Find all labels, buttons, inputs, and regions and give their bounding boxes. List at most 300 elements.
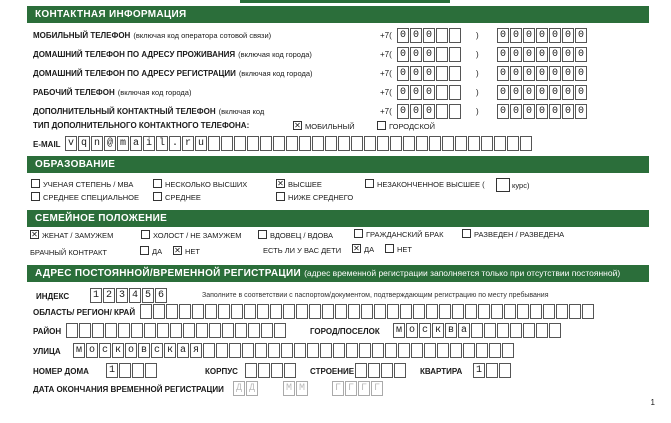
char-cell[interactable]: 0 <box>536 85 548 100</box>
char-cell[interactable] <box>390 136 402 151</box>
house-field[interactable] <box>106 363 158 378</box>
char-cell[interactable] <box>222 323 234 338</box>
char-cell[interactable]: 0 <box>562 28 574 43</box>
char-cell[interactable] <box>92 323 104 338</box>
phone-number-field[interactable] <box>497 104 588 119</box>
checkbox[interactable] <box>153 179 162 188</box>
char-cell[interactable]: u <box>195 136 207 151</box>
checkbox[interactable]: ✕ <box>31 230 38 239</box>
char-cell[interactable] <box>322 304 334 319</box>
checkbox[interactable] <box>153 192 162 201</box>
char-cell[interactable] <box>294 343 306 358</box>
char-cell[interactable]: м <box>393 323 405 338</box>
char-cell[interactable]: 0 <box>497 85 509 100</box>
phone-code-field[interactable] <box>397 66 462 81</box>
char-cell[interactable]: а <box>458 323 470 338</box>
char-cell[interactable] <box>312 136 324 151</box>
char-cell[interactable] <box>452 304 464 319</box>
section-title: АДРЕС ПОСТОЯННОЙ/ВРЕМЕННОЙ РЕГИСТРАЦИИ <box>35 268 301 279</box>
char-cell[interactable] <box>286 136 298 151</box>
char-cell[interactable]: 0 <box>523 104 535 119</box>
char-cell[interactable] <box>333 343 345 358</box>
char-cell[interactable]: n <box>91 136 103 151</box>
char-cell[interactable] <box>377 136 389 151</box>
course-number-field[interactable] <box>496 178 510 192</box>
char-cell[interactable] <box>510 323 522 338</box>
char-cell[interactable]: Д <box>246 381 258 396</box>
char-cell[interactable]: 0 <box>549 85 561 100</box>
checkbox[interactable] <box>258 230 267 239</box>
char-cell[interactable] <box>449 47 461 62</box>
char-cell[interactable]: l <box>156 136 168 151</box>
char-cell[interactable]: 0 <box>523 28 535 43</box>
phone-prefix: +7( <box>380 69 392 78</box>
phone-close: ) <box>476 50 479 59</box>
phone-label-note: (включая код оператора сотовой связи) <box>133 31 272 40</box>
char-cell[interactable]: 0 <box>510 66 522 81</box>
char-cell[interactable] <box>465 304 477 319</box>
char-cell[interactable] <box>520 136 532 151</box>
children-label: ЕСТЬ ЛИ У ВАС ДЕТИ <box>263 246 342 255</box>
char-cell[interactable] <box>381 363 393 378</box>
char-cell[interactable] <box>403 136 415 151</box>
char-cell[interactable]: 0 <box>523 85 535 100</box>
char-cell[interactable]: м <box>73 343 85 358</box>
checkbox[interactable] <box>385 244 394 253</box>
char-cell[interactable]: с <box>151 343 163 358</box>
char-cell[interactable] <box>205 304 217 319</box>
char-cell[interactable]: 0 <box>536 104 548 119</box>
char-cell[interactable] <box>258 363 270 378</box>
checkbox[interactable]: ✕ <box>353 244 360 253</box>
phone-prefix: +7( <box>380 31 392 40</box>
char-cell[interactable] <box>436 47 448 62</box>
char-cell[interactable] <box>325 136 337 151</box>
char-cell[interactable] <box>260 136 272 151</box>
char-cell[interactable] <box>221 136 233 151</box>
char-cell[interactable] <box>556 304 568 319</box>
char-cell[interactable] <box>536 323 548 338</box>
char-cell[interactable] <box>157 323 169 338</box>
char-cell[interactable]: Г <box>332 381 344 396</box>
char-cell[interactable]: о <box>86 343 98 358</box>
char-cell[interactable]: 0 <box>549 47 561 62</box>
char-cell[interactable] <box>131 323 143 338</box>
char-cell[interactable] <box>335 304 347 319</box>
char-cell[interactable] <box>442 136 454 151</box>
structure-field[interactable] <box>355 363 407 378</box>
section-title: ОБРАЗОВАНИЕ <box>35 159 116 170</box>
char-cell[interactable] <box>530 304 542 319</box>
char-cell[interactable] <box>436 66 448 81</box>
char-cell[interactable]: 0 <box>397 47 409 62</box>
char-cell[interactable] <box>411 343 423 358</box>
checkbox[interactable]: ✕ <box>174 246 181 255</box>
char-cell[interactable]: 0 <box>523 47 535 62</box>
char-cell[interactable] <box>231 304 243 319</box>
char-cell[interactable] <box>455 136 467 151</box>
char-cell[interactable] <box>426 304 438 319</box>
char-cell[interactable]: 0 <box>575 28 587 43</box>
char-cell[interactable] <box>486 363 498 378</box>
index-hint: Заполните в соответствии с паспортом/документом, подтверждающим регистрацию по месту пребывания <box>202 292 549 299</box>
char-cell[interactable]: а <box>177 343 189 358</box>
checkbox-label: НИЖЕ СРЕДНЕГО <box>288 193 354 202</box>
phone-number-field[interactable] <box>497 66 588 81</box>
char-cell[interactable] <box>145 363 157 378</box>
char-cell[interactable]: 0 <box>562 66 574 81</box>
char-cell[interactable] <box>192 304 204 319</box>
char-cell[interactable] <box>497 323 509 338</box>
phone-number-field[interactable] <box>497 85 588 100</box>
char-cell[interactable]: о <box>125 343 137 358</box>
char-cell[interactable]: . <box>169 136 181 151</box>
char-cell[interactable] <box>374 304 386 319</box>
checkbox-label: ХОЛОСТ / НЕ ЗАМУЖЕМ <box>153 231 242 240</box>
phone-prefix: +7( <box>380 107 392 116</box>
char-cell[interactable] <box>218 304 230 319</box>
temp-end-label: ДАТА ОКОНЧАНИЯ ВРЕМЕННОЙ РЕГИСТРАЦИИ <box>33 385 224 394</box>
char-cell[interactable]: 0 <box>423 47 435 62</box>
char-cell[interactable] <box>309 304 321 319</box>
section-contact-header <box>27 6 649 23</box>
char-cell[interactable]: m <box>117 136 129 151</box>
char-cell[interactable]: 0 <box>410 104 422 119</box>
char-cell[interactable] <box>283 304 295 319</box>
char-cell[interactable]: 0 <box>423 66 435 81</box>
index-field[interactable] <box>90 288 168 303</box>
char-cell[interactable] <box>209 323 221 338</box>
email-field[interactable] <box>65 136 533 151</box>
char-cell[interactable]: 0 <box>423 85 435 100</box>
phone-label <box>33 50 312 59</box>
char-cell[interactable] <box>208 136 220 151</box>
checkbox-label: НЕТ <box>185 247 200 256</box>
char-cell[interactable]: М <box>296 381 308 396</box>
checkbox[interactable] <box>31 192 40 201</box>
char-cell[interactable]: 0 <box>549 104 561 119</box>
char-cell[interactable] <box>247 136 259 151</box>
city-field[interactable] <box>393 323 562 338</box>
char-cell[interactable] <box>355 363 367 378</box>
char-cell[interactable]: 1 <box>90 288 102 303</box>
phone-label-text: ДОМАШНИЙ ТЕЛЕФОН ПО АДРЕСУ РЕГИСТРАЦИИ <box>33 69 236 78</box>
char-cell[interactable] <box>255 343 267 358</box>
char-cell[interactable]: 4 <box>129 288 141 303</box>
char-cell[interactable] <box>118 323 130 338</box>
char-cell[interactable] <box>413 304 425 319</box>
char-cell[interactable] <box>424 343 436 358</box>
char-cell[interactable]: Г <box>358 381 370 396</box>
char-cell[interactable] <box>398 343 410 358</box>
char-cell[interactable]: 0 <box>575 104 587 119</box>
char-cell[interactable] <box>307 343 319 358</box>
checkbox[interactable]: ✕ <box>294 121 301 130</box>
temp-end-month-field[interactable] <box>283 381 309 396</box>
char-cell[interactable] <box>439 304 451 319</box>
checkbox-label: ГОРОДСКОЙ <box>389 122 435 131</box>
char-cell[interactable] <box>449 104 461 119</box>
char-cell[interactable]: 0 <box>523 66 535 81</box>
char-cell[interactable] <box>234 136 246 151</box>
char-cell[interactable] <box>170 323 182 338</box>
char-cell[interactable] <box>494 136 506 151</box>
char-cell[interactable] <box>463 343 475 358</box>
char-cell[interactable]: 0 <box>575 47 587 62</box>
char-cell[interactable] <box>261 323 273 338</box>
phone-label-note: (включая код <box>218 107 265 116</box>
char-cell[interactable] <box>468 136 480 151</box>
char-cell[interactable]: 0 <box>423 28 435 43</box>
phone-label <box>33 88 191 97</box>
char-cell[interactable]: 0 <box>549 66 561 81</box>
page-number: 1 <box>650 398 655 407</box>
char-cell[interactable]: о <box>406 323 418 338</box>
char-cell[interactable] <box>248 323 260 338</box>
char-cell[interactable]: 0 <box>497 28 509 43</box>
char-cell[interactable]: 5 <box>142 288 154 303</box>
char-cell[interactable] <box>416 136 428 151</box>
char-cell[interactable] <box>491 304 503 319</box>
char-cell[interactable]: 0 <box>562 85 574 100</box>
char-cell[interactable]: 0 <box>410 47 422 62</box>
char-cell[interactable]: 0 <box>510 28 522 43</box>
char-cell[interactable] <box>478 304 490 319</box>
char-cell[interactable]: @ <box>104 136 116 151</box>
char-cell[interactable] <box>394 363 406 378</box>
char-cell[interactable] <box>320 343 332 358</box>
region-field[interactable] <box>140 304 595 319</box>
char-cell[interactable]: в <box>138 343 150 358</box>
char-cell[interactable] <box>471 323 483 338</box>
char-cell[interactable]: 0 <box>497 104 509 119</box>
char-cell[interactable] <box>481 136 493 151</box>
checkbox[interactable] <box>276 192 285 201</box>
char-cell[interactable] <box>351 136 363 151</box>
char-cell[interactable]: 0 <box>423 104 435 119</box>
char-cell[interactable]: Д <box>233 381 245 396</box>
char-cell[interactable]: 0 <box>575 85 587 100</box>
section-note: (адрес временной регистрации заполняется только при отсутствии постоянной) <box>304 268 621 278</box>
char-cell[interactable]: я <box>190 343 202 358</box>
char-cell[interactable] <box>273 136 285 151</box>
char-cell[interactable] <box>229 343 241 358</box>
char-cell[interactable]: 0 <box>410 28 422 43</box>
phone-number-field[interactable] <box>497 47 588 62</box>
phone-code-field[interactable] <box>397 85 462 100</box>
char-cell[interactable] <box>368 363 380 378</box>
char-cell[interactable] <box>284 363 296 378</box>
phone-close: ) <box>476 69 479 78</box>
building-field[interactable] <box>245 363 297 378</box>
char-cell[interactable] <box>484 323 496 338</box>
char-cell[interactable] <box>372 343 384 358</box>
char-cell[interactable] <box>268 343 280 358</box>
char-cell[interactable] <box>196 323 208 338</box>
char-cell[interactable]: с <box>99 343 111 358</box>
char-cell[interactable] <box>281 343 293 358</box>
phone-code-field[interactable] <box>397 104 462 119</box>
char-cell[interactable] <box>507 136 519 151</box>
char-cell[interactable]: к <box>164 343 176 358</box>
char-cell[interactable] <box>499 363 511 378</box>
char-cell[interactable] <box>346 343 358 358</box>
char-cell[interactable]: 2 <box>103 288 115 303</box>
char-cell[interactable] <box>132 363 144 378</box>
char-cell[interactable]: 0 <box>497 47 509 62</box>
char-cell[interactable] <box>436 28 448 43</box>
char-cell[interactable]: 0 <box>562 104 574 119</box>
char-cell[interactable]: i <box>143 136 155 151</box>
checkbox[interactable] <box>141 230 150 239</box>
char-cell[interactable]: 0 <box>510 47 522 62</box>
char-cell[interactable]: 0 <box>536 66 548 81</box>
char-cell[interactable]: 0 <box>510 104 522 119</box>
char-cell[interactable] <box>450 343 462 358</box>
char-cell[interactable] <box>582 304 594 319</box>
phone-label-text: РАБОЧИЙ ТЕЛЕФОН <box>33 88 115 97</box>
char-cell[interactable] <box>569 304 581 319</box>
char-cell[interactable]: 0 <box>536 28 548 43</box>
apartment-field[interactable] <box>473 363 512 378</box>
checkbox[interactable] <box>365 179 374 188</box>
char-cell[interactable]: 0 <box>497 66 509 81</box>
char-cell[interactable] <box>429 136 441 151</box>
char-cell[interactable] <box>153 304 165 319</box>
char-cell[interactable]: 0 <box>536 47 548 62</box>
checkbox[interactable]: ✕ <box>277 179 284 188</box>
phone-number-field[interactable] <box>497 28 588 43</box>
char-cell[interactable] <box>504 304 516 319</box>
char-cell[interactable] <box>361 304 373 319</box>
char-cell[interactable] <box>183 323 195 338</box>
char-cell[interactable] <box>179 304 191 319</box>
char-cell[interactable] <box>242 343 254 358</box>
char-cell[interactable]: 0 <box>562 47 574 62</box>
char-cell[interactable] <box>449 28 461 43</box>
char-cell[interactable] <box>436 85 448 100</box>
char-cell[interactable]: 3 <box>116 288 128 303</box>
phone-code-field[interactable] <box>397 28 462 43</box>
phone-code-field[interactable] <box>397 47 462 62</box>
char-cell[interactable] <box>387 304 399 319</box>
checkbox-label: ДА <box>364 245 375 254</box>
char-cell[interactable] <box>235 323 247 338</box>
char-cell[interactable]: Г <box>345 381 357 396</box>
char-cell[interactable] <box>449 66 461 81</box>
char-cell[interactable] <box>437 343 449 358</box>
char-cell[interactable] <box>79 323 91 338</box>
char-cell[interactable] <box>299 136 311 151</box>
char-cell[interactable] <box>476 343 488 358</box>
char-cell[interactable] <box>271 363 283 378</box>
char-cell[interactable] <box>203 343 215 358</box>
char-cell[interactable] <box>144 323 156 338</box>
char-cell[interactable]: q <box>78 136 90 151</box>
checkbox[interactable] <box>140 246 149 255</box>
char-cell[interactable] <box>338 136 350 151</box>
char-cell[interactable] <box>502 343 514 358</box>
char-cell[interactable]: 6 <box>155 288 167 303</box>
char-cell[interactable] <box>216 343 228 358</box>
char-cell[interactable]: Г <box>371 381 383 396</box>
char-cell[interactable]: r <box>182 136 194 151</box>
char-cell[interactable] <box>385 343 397 358</box>
char-cell[interactable] <box>449 85 461 100</box>
char-cell[interactable]: 0 <box>397 104 409 119</box>
temp-end-day-field[interactable] <box>233 381 259 396</box>
char-cell[interactable] <box>348 304 360 319</box>
char-cell[interactable]: М <box>283 381 295 396</box>
phone-close: ) <box>476 31 479 40</box>
checkbox[interactable] <box>377 121 386 130</box>
char-cell[interactable] <box>400 304 412 319</box>
char-cell[interactable] <box>359 343 371 358</box>
char-cell[interactable] <box>436 104 448 119</box>
char-cell[interactable]: 0 <box>549 28 561 43</box>
char-cell[interactable] <box>274 323 286 338</box>
char-cell[interactable] <box>244 304 256 319</box>
char-cell[interactable] <box>543 304 555 319</box>
char-cell[interactable] <box>296 304 308 319</box>
char-cell[interactable]: 0 <box>397 85 409 100</box>
char-cell[interactable] <box>489 343 501 358</box>
checkbox[interactable] <box>354 229 363 238</box>
char-cell[interactable] <box>140 304 152 319</box>
char-cell[interactable]: с <box>419 323 431 338</box>
char-cell[interactable]: 0 <box>575 66 587 81</box>
char-cell[interactable]: a <box>130 136 142 151</box>
temp-end-year-field[interactable] <box>332 381 384 396</box>
checkbox-label: ВЫСШЕЕ <box>288 180 322 189</box>
checkbox[interactable] <box>462 229 471 238</box>
char-cell[interactable]: 0 <box>410 66 422 81</box>
char-cell[interactable] <box>523 323 535 338</box>
char-cell[interactable]: 0 <box>397 28 409 43</box>
street-field[interactable] <box>73 343 515 358</box>
city-label: ГОРОД/ПОСЕЛОК <box>310 327 380 336</box>
phone-label <box>33 31 271 40</box>
char-cell[interactable] <box>364 136 376 151</box>
char-cell[interactable]: к <box>432 323 444 338</box>
char-cell[interactable]: 0 <box>510 85 522 100</box>
char-cell[interactable] <box>119 363 131 378</box>
char-cell[interactable]: 1 <box>473 363 485 378</box>
char-cell[interactable] <box>66 323 78 338</box>
char-cell[interactable] <box>517 304 529 319</box>
char-cell[interactable]: 1 <box>106 363 118 378</box>
char-cell[interactable]: 0 <box>397 66 409 81</box>
checkbox[interactable] <box>31 179 40 188</box>
char-cell[interactable]: в <box>445 323 457 338</box>
char-cell[interactable] <box>257 304 269 319</box>
phone-label-text: ДОМАШНИЙ ТЕЛЕФОН ПО АДРЕСУ ПРОЖИВАНИЯ <box>33 50 236 59</box>
phone-prefix: +7( <box>380 50 392 59</box>
char-cell[interactable] <box>270 304 282 319</box>
char-cell[interactable] <box>549 323 561 338</box>
char-cell[interactable] <box>105 323 117 338</box>
char-cell[interactable]: v <box>65 136 77 151</box>
building-label: КОРПУС <box>205 367 238 376</box>
char-cell[interactable] <box>245 363 257 378</box>
checkbox-label: НЕЗАКОНЧЕННОЕ ВЫСШЕЕ ( <box>377 180 485 189</box>
district-field[interactable] <box>66 323 287 338</box>
char-cell[interactable]: к <box>112 343 124 358</box>
phone-label-text: ДОПОЛНИТЕЛЬНЫЙ КОНТАКТНЫЙ ТЕЛЕФОН <box>33 107 216 116</box>
phone-prefix: +7( <box>380 88 392 97</box>
char-cell[interactable] <box>166 304 178 319</box>
char-cell[interactable]: 0 <box>410 85 422 100</box>
